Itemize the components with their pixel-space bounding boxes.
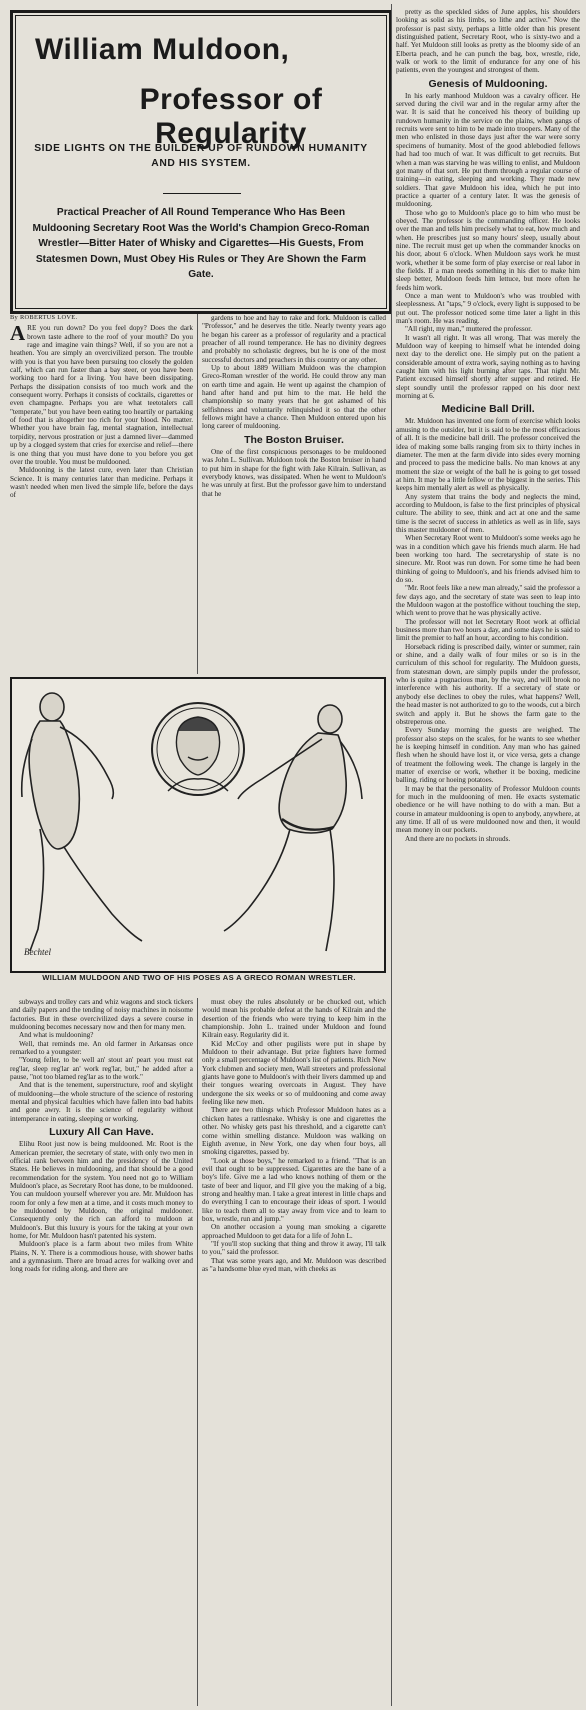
col3-p2: In his early manhood Muldoon was a cavalry officer. He served during the civil war and in the regular army after the war. It is said that he conceived his theory of building up rundown humanity in the service on the plains, when gangs of recruits were sent to him to be made into troopers. Many of the men who enlisted in those days just after the war were sorry specimens of humanity. Most of the good ablebodied fellows had had too much of war. It was difficult to get recruits. But when a man was starving he was willing to enlist, and Muldoon got many of that sort. He put them through a regular course of training—in eating, sleeping and working. They made new soldiers. That gave Muldoon his idea, which he put into practice a quarter of a century later. It was the genesis of muldooning. <box>396 91 580 209</box>
subhead-boston-bruiser: The Boston Bruiser. <box>244 433 344 446</box>
col3-p6: It wasn't all right. It was all wrong. That was merely the Muldoon way of keeping to himself what he intended doing next day to the derelict one. He simply put on the patient a considerable amount of extra work, saying nothing as to having caught him with his light burning after taps. That night Mr. Patient excused himself shortly after supper and retired. He slept soundly until the professor rapped on his door next morning at 6. <box>396 333 580 401</box>
column-3 <box>396 8 580 1706</box>
artist-signature: Bechtel <box>24 947 51 957</box>
deck-primary: SIDE LIGHTS ON THE BUILDER UP OF RUNDOWN HUMANITY AND HIS SYSTEM. <box>34 143 368 169</box>
subhead-genesis: Genesis of Muldooning. <box>428 77 548 90</box>
col1-bottom-p1: subways and trolley cars and whiz wagons and stock tickers and daily papers and the tending of noisy machines in noisome factories. But in these overcivilized days a severe course in muldooning becomes necessary now and then for many men. <box>10 998 193 1032</box>
col3-p4: Once a man went to Muldoon's who was troubled with sleeplessness. At "taps," 9 o'clock, every light is supposed to be put out. The professor noticed some time later a light in this man's room. He was reading. <box>396 292 580 326</box>
col3-p10: "Mr. Root feels like a new man already," said the professor a few days ago, and the secretary of state was seen to leap into the Muldoon wagon at the postoffice without touching the step, which went to prove that he was physically active. <box>396 584 580 618</box>
column-rule-2 <box>197 998 198 1706</box>
column-1-top <box>10 314 193 676</box>
col3-p5: "All right, my man," muttered the professor. <box>405 325 533 334</box>
column-2-top <box>202 314 386 676</box>
col3-p12: Horseback riding is prescribed daily, winter or summer, rain or shine, and a daily walk of four miles or so is in the curriculum of this school for regularity. The Muldoon guests, from statesman down, are simply pupils under the professor, who is quite a pugnacious man, by the way, and will brook no interference with his authority. If a secretary of state or anybody else declines to obey the rules, what happens? Well, the head master is not authorized to go to the woods, cut a birch switch and apply it. But he shows the farm gate to the obstreperous one. <box>396 642 580 726</box>
column-rule-1 <box>197 314 198 674</box>
col1-bottom-p3: Well, that reminds me. An old farmer in Arkansas once remarked to a youngster: <box>10 1039 193 1057</box>
col2-bottom-p7: That was some years ago, and Mr. Muldoon was described as "a handsome blue eyed man, with cheeks as <box>202 1256 386 1273</box>
wrestler-poses-illustration <box>12 679 384 971</box>
col3-p13: Every Sunday morning the guests are weighed. The professor also steps on the scales, for he wants to see whether he is keeping himself in condition. Any man who has gained flesh when he should have lost it, or vice versa, gets a change of treatment the following week. The change is largely in the matter of exercise or work, whether it be boxing, medicine balling, riding or hoeing potatoes. <box>396 726 580 785</box>
column-1-bottom <box>10 998 193 1706</box>
col3-p15: And there are no pockets in shrouds. <box>405 834 511 843</box>
col1-top-p1: RE you run down? Do you feel dopy? Does the dark brown taste adhere to the roof of your mouth? Do you rage and imagine vain things? Well, if so you are not a heathen. You are simply an overcivilized person. The trouble with you is that you have been pursuing too closely the golden calf, which can run faster than a bay steer, or you have been working too hard for a living. You have been dissipating. Perhaps the dissipation consists of too much work and the consequent worry. Perhaps it consists of cocktails, cigarettes or even champagne. Perhaps you are what teetotalers call "temperate," but you have been eating too heartily or partaking of food that is altogether too rich for your blood. No matter. Whether you have brain fag, mental stagnation, intellectual torpidity, nervous prostration or just a damned liver—dammed up by a clogged system that cries for exercise and relief—there is one thing that you must have done to you before you get over the trouble. You must be muldooned. <box>10 324 193 466</box>
col2-bottom-p2: Kid McCoy and other pugilists were put in shape by Muldoon to their advantage. But prize fighters have formed only a small percentage of Muldoon's list of patients. Rich New York clubmen and society men, Wall streeters and professional giants have gone to Muldoon's with their livers dammed up and their tongues wearing overcoats in August. They have undergone the six weeks or so of muldooning and come away feeling like new men. <box>202 1039 386 1107</box>
col3-p3: Those who go to Muldoon's place go to him who must be obeyed. The professor is the commanding officer. He looks over the man and tells him precisely what to eat, how much and when. He prescribes just so many hours' sleep, usually about nine. The recruit must get up when the commander knocks on his door, about 6 o'clock. When Muldoon says work he must work, whether it be some form of play exercise or real labor in the fields. If a man needs something in his diet to make him sleep better, Muldoon feeds him lettuce, but more often he feeds him work. <box>396 208 580 292</box>
col3-p11: The professor will not let Secretary Root work at official business more than two hours a day, and some days he is said to limit the premier to half an hour, according to his condition. <box>396 617 580 643</box>
headline-line-2: Professor of Regularity <box>139 83 323 150</box>
col1-bottom-p4: "Young feller, to be well an' stout an' peart you must eat reg'lar, sleep reg'lar an' work reg'lar, but," he added after a pause, "not too blamed reg'lar as to the work." <box>10 1056 193 1082</box>
col2-top-p2: Up to about 1889 William Muldoon was the champion Greco-Roman wrestler of the world. He could throw any man on earth time and again. He went up against the champion of hand after hand and put him to the mat. He held the championship so many years that he got ashamed of his selfishness and voluntarily relinquished it so that the other fellows might have a chance. Then Muldoon entered upon his long career of muldooning. <box>202 364 386 431</box>
col1-bottom-p5: And that is the tenement, superstructure, roof and skylight of muldooning—the whole structure of the science of restoring mental and physical faculties which have fallen into bad habits and gone awry. It is the science of regularity without intemperance in eating, sleeping or working. <box>10 1081 193 1123</box>
column-rule-3 <box>391 4 392 1706</box>
col3-p8: Any system that trains the body and neglects the mind, according to Muldoon, is false to the first principles of physical culture. The ability to see, think and act at one and the same time is the secret of success in athletics as well as in life, says this master muldooner of men. <box>396 492 580 534</box>
headline-box <box>10 10 392 314</box>
illustration-frame <box>10 677 386 973</box>
column-2-bottom <box>202 998 386 1706</box>
col2-bottom-p1: must obey the rules absolutely or be chucked out, which would mean his probable defeat at the hands of Kilrain and the desertion of the friends who were trying to keep him in the championship. John L. trained under Muldoon and found Kilrain easy. Regularity did it. <box>202 998 386 1040</box>
deck-secondary: Practical Preacher of All Round Temperance Who Has Been Muldooning Secretary Root Was the World's Champion Greco-Roman Wrestler—Bitter Hater of Whisky and Cigarettes—His Guests, From Statesmen Down, Must Obey His Rules or They Are Shown the Farm Gate. <box>32 207 370 281</box>
col1-top-p2: Muldooning is the latest cure, even later than Christian Science. It is many centuries later than medicine. Perhaps it wasn't needed when men lived the simple life, before the days of <box>10 466 193 500</box>
col3-p14: It may be that the personality of Professor Muldoon counts for much in the muldooning of men. He exacts systematic obedience or he will have nothing to do with a man. But a course in amateur muldooning is open to anybody, anywhere, at any time. If all of us were muldooned now and then, it would mean money in our pockets. <box>396 784 580 835</box>
newspaper-page <box>4 4 582 1706</box>
illustration <box>10 677 386 995</box>
col2-bottom-p6: "If you'll stop sucking that thing and throw it away, I'll talk to you," said the professor. <box>202 1239 386 1257</box>
col2-bottom-p4: "Look at those boys," he remarked to a friend. "That is an evil that ought to be suppressed. Cigarettes are the bane of a boy's life. Give me a lad who knows nothing of them or the taste of beer and liquor, and I'll give you the making of a big, strong and healthy man. I take a great interest in little chaps and do everything I can to encourage their ideas of sport. I would like to teach them all to stay away from vice and to learn to box, wrestle, run and jump." <box>202 1156 386 1223</box>
col2-top-p3: One of the first conspicuous personages to be muldooned was John L. Sullivan. Muldoon took the Boston bruiser in hand to put him in shape for the fight with Jake Kilrain. Sullivan, as everybody knows, was dissipated. When he went to Muldoon's he was unruly at first. But the professor gave him to understand that he <box>202 447 386 498</box>
col2-bottom-p5: On another occasion a young man smoking a cigarette approached Muldoon to get data for a life of John L. <box>202 1223 386 1240</box>
subhead-medicine-ball: Medicine Ball Drill. <box>441 403 535 416</box>
byline: By ROBERTUS LOVE. <box>10 314 78 321</box>
headline-line-1: William Muldoon, <box>35 33 290 66</box>
deck-rule <box>163 193 241 194</box>
col1-bottom-p2: And what is muldooning? <box>19 1031 94 1040</box>
illustration-caption: WILLIAM MULDOON AND TWO OF HIS POSES AS A GRECO ROMAN WRESTLER. <box>42 973 356 982</box>
col2-bottom-p3: There are two things which Professor Muldoon hates as a chicken hates a rattlesnake. Whisky is one and cigarettes the other. No whisky gets past his threshold, and a cigarette can't come within smelling distance. Muldoon was walking on Eighth avenue, in New York, one day when four boys, all smoking cigarettes, passed by. <box>202 1106 386 1157</box>
subhead-luxury: Luxury All Can Have. <box>49 1126 154 1139</box>
col3-p7: Mr. Muldoon has invented one form of exercise which looks amusing to the outsider, but it is said to be the most efficacious of all. It is the medicine ball drill. The professor conceived the idea of making some balls ranging from six to thirty inches in diameter. The men at the farm divide into sides every morning and proceed to pass the medicine balls. No man knows at any moment the size or weight of the ball he is going to get tossed at him. It may be a little fellow or the biggest in the series. This keeps him mentally alert as well as physically. <box>396 417 580 493</box>
col1-bottom-p6: Elihu Root just now is being muldooned. Mr. Root is the American premier, the secretary of state, with only two men in official rank between him and the presidency of the United States. He believes in muldooning, and that should be a good recommendation for the system. You need not go to William Muldoon's place, as Secretary Root has done, to be muldooned. You can muldoon yourself wherever you are. Mr. Muldoon has room for only a few men at a time, and it costs much money to be muldooned by Muldoon, the original muldooner. Consequently only the rich can afford to muldoon at Muldoon's. But this luxury is yours for the taking at your own home, for Mr. Muldoon hasn't patented his system. <box>10 1140 193 1240</box>
col3-p9: When Secretary Root went to Muldoon's some weeks ago he was in a condition which gave his friends much alarm. He had been working too hard. The secretaryship of state is no sinecure. Mr. Root was run down. For some time he had been thinking of going to Muldoon's, and his friends advised him to do so. <box>396 534 580 584</box>
drop-cap: A <box>10 321 26 346</box>
col1-bottom-p7: Muldoon's place is a farm about two miles from White Plains, N. Y. There is a commodious house, with shower baths and a gymnasium. There are broad acres for walking over and long roads for riding along, and there are <box>10 1240 193 1274</box>
col2-top-p1: gardens to hoe and hay to rake and fork. Muldoon is called "Professor," and he deserves the title. Nearly twenty years ago he began his career as a professor of regularity and a practical preacher of all round temperance. He has no divinity degrees and probably no scholastic degrees, but he is one of the most successful doctors and preachers in this country or any other. <box>202 314 386 364</box>
col3-p1: pretty as the speckled sides of June apples, his shoulders looking as solid as his limbs, so lithe and active." Now the professor is past sixty, perhaps a little older than his present distinguished patient, Secretary Root, who is sixty-two and a half. Yet Muldoon still looks as pretty as the bloomy side of an Elberta peach, and he can punch the bag, box, wrestle, ride, walk or work to the limit of endurance for any one of his patients, even the youngest and strongest of them. <box>396 8 580 75</box>
